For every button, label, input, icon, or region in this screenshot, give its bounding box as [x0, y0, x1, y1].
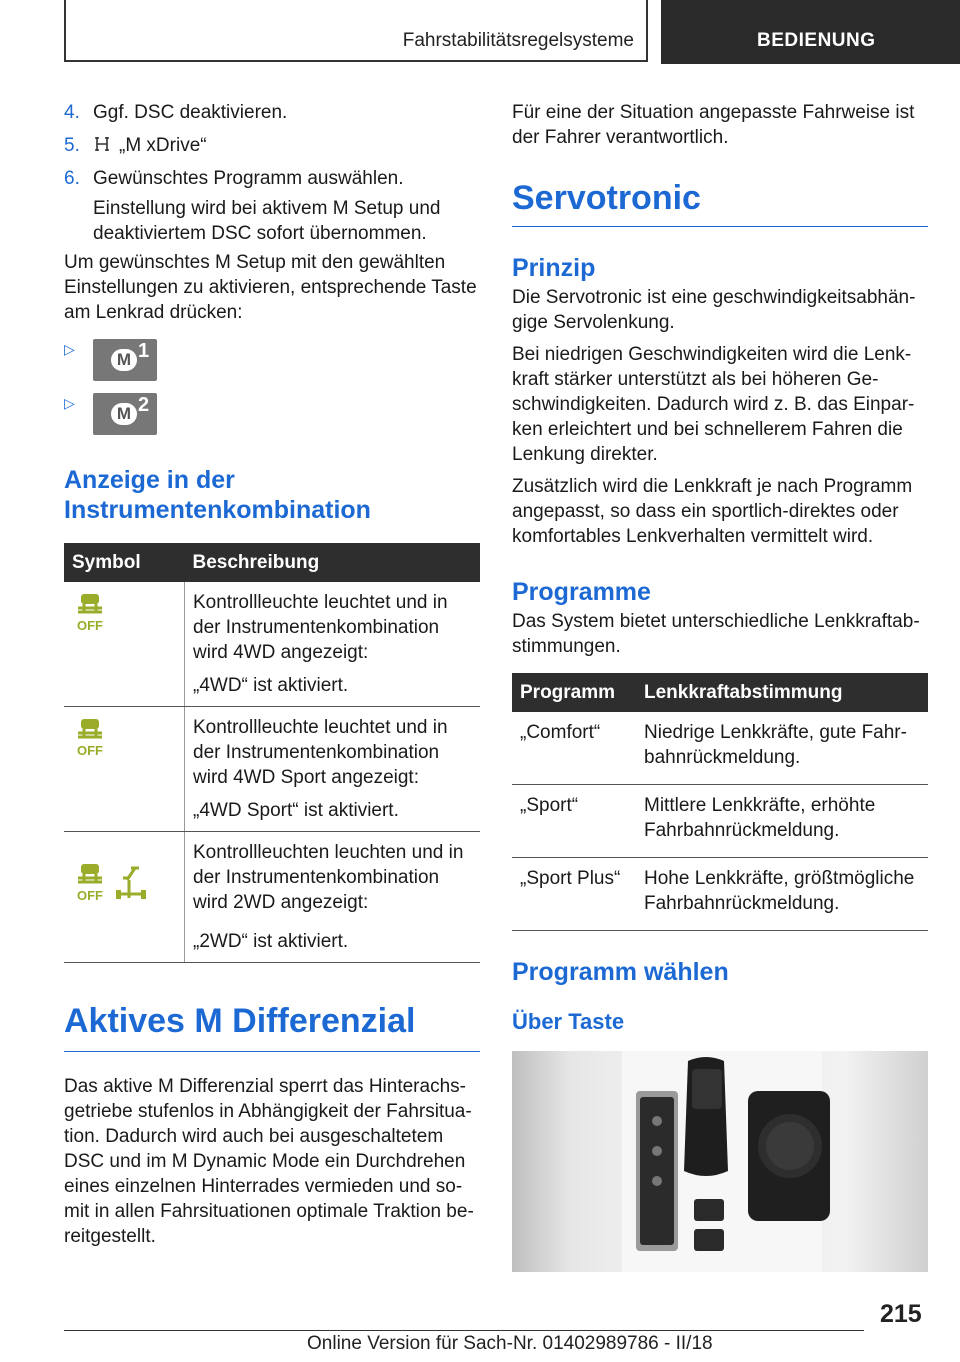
programme-text: Das System bietet unterschiedliche Lenkkraftabstimmungen. — [512, 611, 920, 657]
m-label: M — [111, 349, 137, 371]
diff-text: Das aktive M Differenzial sperrt das Hinterachsgetriebe stufenlos in Abhängigkeit der Fahrsituation. Dadurch wird auch bei ausgeschaltetem DSC und im M Dynamic Mode ein Durchdrehen eines einzelnen Hinterrades vermieden und somit in allen Fahrsituationen optimale Traktion bereitgestellt. — [64, 1076, 474, 1247]
prinzip-heading: Prinzip — [512, 254, 596, 282]
description-text: Kontrollleuchten leuchten und in der Instrumentenkombination wird 2WD angezeigt: — [193, 842, 464, 913]
description-status: „4WD Sport“ ist aktiviert. — [193, 800, 399, 821]
page-number: 215 — [880, 1300, 922, 1328]
bullet-triangle-icon: ▷ — [64, 395, 75, 411]
prinzip-text-2: Bei niedrigen Geschwindigkeiten wird die Lenkkraft stärker unterstützt als bei höheren Geschwindigkeiten. Dadurch wird z. B. das Einparken erleichtert und bei schnellerem Fahren die Lenkung direkter. — [512, 344, 915, 465]
table-header-lenkkraft: Lenkkraftabstimmung — [636, 673, 928, 712]
4wd-off-icon — [72, 715, 108, 759]
lenkkraft-cell: Mittlere Lenkkräfte, erhöhte Fahrbahnrückmeldung. — [636, 785, 928, 858]
programm-cell: „Comfort“ — [512, 712, 636, 785]
prinzip-text-1: Die Servotronic ist eine geschwindigkeitsabhängige Servolenkung. — [512, 287, 916, 333]
step-text: „M xDrive“ — [119, 135, 207, 156]
table-row — [512, 858, 928, 931]
header-chapter-title: BEDIENUNG — [757, 30, 876, 51]
lenkkraft-cell: Niedrige Lenkkräfte, gute Fahrbahnrückmeldung. — [636, 712, 928, 785]
programm-table — [512, 673, 928, 931]
4wd-off-icon — [72, 590, 108, 634]
footer-text: Online Version für Sach-Nr. 01402989786 - II/18 — [307, 1333, 713, 1354]
description-text: Kontrollleuchte leuchtet und in der Instrumentenkombination wird 4WD angezeigt: — [193, 592, 448, 663]
xdrive-icon — [93, 135, 111, 153]
center-console-illustration — [512, 1051, 928, 1272]
programme-heading: Programme — [512, 578, 651, 606]
description-status: „2WD“ ist aktiviert. — [193, 931, 349, 952]
m1-button-row — [64, 339, 480, 381]
m1-button — [93, 339, 157, 381]
4wd-off-icon — [72, 860, 108, 904]
table-header-programm: Programm — [512, 673, 636, 712]
description-status: „4WD“ ist aktiviert. — [193, 675, 349, 696]
center-console-photo — [512, 1051, 928, 1272]
diff-heading: Aktives M Differenzial — [64, 1002, 416, 1040]
step-number: 4. — [64, 102, 80, 123]
ueber-taste-heading: Über Taste — [512, 1009, 625, 1034]
svg-text:OFF: OFF — [77, 888, 103, 903]
table-row — [512, 785, 928, 858]
diff-heading-rule — [64, 1051, 480, 1052]
programm-cell: „Sport“ — [512, 785, 636, 858]
programm-waehlen-heading: Programm wählen — [512, 958, 729, 986]
table-row — [512, 712, 928, 785]
step-text: Gewünschtes Programm auswählen. — [93, 168, 404, 189]
step-text: Ggf. DSC deaktivieren. — [93, 102, 288, 123]
programm-cell: „Sport Plus“ — [512, 858, 636, 931]
servotronic-heading: Servotronic — [512, 179, 701, 217]
bullet-triangle-icon: ▷ — [64, 341, 75, 357]
table-header-beschreibung: Beschreibung — [185, 543, 481, 582]
right-intro: Für eine der Situation angepasste Fahrweise ist der Fahrer verantwortlich. — [512, 102, 915, 148]
symbol-cell — [64, 582, 185, 707]
step-subtext: Einstellung wird bei aktivem M Setup und deaktiviertem DSC sofort übernommen. — [93, 198, 441, 244]
description-cell — [185, 832, 481, 963]
step-4 — [64, 100, 480, 125]
symbol-table — [64, 543, 480, 963]
2wd-icon — [113, 864, 149, 904]
right-column — [512, 100, 928, 1272]
symbol-cell — [64, 832, 185, 963]
anzeige-heading: Anzeige in der Instrumentenkombination — [64, 466, 371, 524]
left-column — [64, 100, 480, 1249]
table-row — [64, 832, 480, 963]
m-label: M — [111, 403, 137, 425]
svg-text:OFF: OFF — [77, 618, 103, 633]
description-cell — [185, 582, 481, 707]
step-number: 6. — [64, 168, 80, 189]
lenkkraft-cell: Hohe Lenkkräfte, größtmögliche Fahrbahnrückmeldung. — [636, 858, 928, 931]
table-header-symbol: Symbol — [64, 543, 185, 582]
servotronic-heading-rule — [512, 226, 928, 227]
step-number: 5. — [64, 135, 80, 156]
description-cell — [185, 707, 481, 832]
table-row — [64, 707, 480, 832]
m-number: 2 — [138, 394, 150, 416]
header-section-title: Fahrstabilitätsregelsysteme — [402, 30, 634, 51]
step-6 — [64, 166, 480, 246]
footer-rule — [64, 1330, 864, 1331]
header-chapter-box — [661, 0, 960, 64]
description-text: Kontrollleuchte leuchtet und in der Instrumentenkombination wird 4WD Sport angezeigt: — [193, 717, 448, 788]
m2-button-row — [64, 393, 480, 435]
step-5 — [64, 133, 480, 158]
header-section-box — [64, 0, 648, 62]
table-row — [64, 582, 480, 707]
svg-text:OFF: OFF — [77, 743, 103, 758]
prinzip-text-3: Zusätzlich wird die Lenkkraft je nach Programm angepasst, so dass ein sportlich-direktes oder komfortables Lenkverhalten vermittelt wird. — [512, 476, 913, 547]
m2-button — [93, 393, 157, 435]
symbol-cell — [64, 707, 185, 832]
m-setup-intro: Um gewünschtes M Setup mit den gewählten Einstellungen zu aktivieren, entsprechende Taste am Lenkrad drücken: — [64, 252, 477, 323]
m-number: 1 — [138, 340, 150, 362]
